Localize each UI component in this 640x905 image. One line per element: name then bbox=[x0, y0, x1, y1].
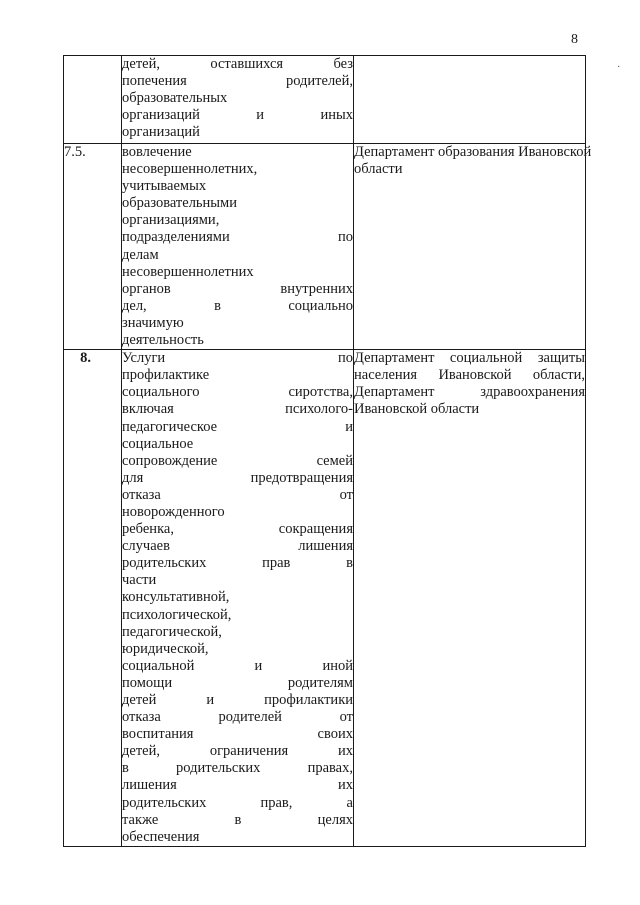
text-line: помощи родителям bbox=[122, 674, 353, 691]
text-line: части bbox=[122, 572, 157, 589]
text-line: населения Ивановской области, bbox=[354, 367, 585, 384]
text-line: Департамент здравоохранения bbox=[354, 384, 585, 401]
text-line: детей, оставшихся без bbox=[122, 56, 353, 72]
text-line: Ивановской области bbox=[354, 401, 480, 418]
text-line: педагогической, bbox=[122, 623, 222, 640]
text-line: попечения родителей, bbox=[122, 73, 353, 90]
text-line: лишения их bbox=[122, 777, 353, 794]
text-line: дел, в социально bbox=[122, 297, 353, 314]
description-cell bbox=[122, 56, 354, 144]
item-number-cell bbox=[64, 350, 122, 847]
measures-table bbox=[63, 55, 592, 847]
text-line: организаций bbox=[122, 124, 200, 141]
text-line: Департамент образования Ивановской bbox=[354, 144, 592, 160]
text-line: области bbox=[354, 161, 403, 178]
department-cell bbox=[354, 56, 586, 144]
text-line: детей и профилактики bbox=[122, 692, 353, 708]
text-line: учитываемых bbox=[122, 178, 207, 195]
item-number: 8. bbox=[80, 350, 91, 367]
text-line: родительских прав, а bbox=[122, 794, 353, 811]
text-line: детей, ограничения их bbox=[122, 743, 353, 760]
text-line: организациями, bbox=[122, 212, 220, 229]
text-line: образовательных bbox=[122, 90, 228, 107]
text-line: воспитания своих bbox=[122, 726, 353, 743]
text-line: значимую bbox=[122, 314, 184, 331]
text-line: новорожденного bbox=[122, 503, 225, 520]
department-cell bbox=[354, 144, 592, 350]
table-row bbox=[64, 56, 586, 144]
text-line: профилактике bbox=[122, 367, 210, 384]
item-number-cell bbox=[64, 144, 122, 350]
text-line: органов внутренних bbox=[122, 280, 353, 297]
text-line: несовершеннолетних bbox=[122, 263, 254, 280]
text-line: социальной и иной bbox=[122, 657, 353, 674]
text-line: в родительских правах, bbox=[122, 760, 353, 777]
text-line: организаций и иных bbox=[122, 107, 353, 124]
text-line: юридической, bbox=[122, 640, 209, 657]
text-line: подразделениями по bbox=[122, 229, 353, 246]
text-line: Услуги по bbox=[122, 350, 353, 367]
text-line: отказа от bbox=[122, 486, 353, 503]
department-cell bbox=[354, 350, 586, 847]
item-number-cell bbox=[64, 56, 122, 144]
text-line: несовершеннолетних, bbox=[122, 161, 258, 178]
text-line: вовлечение bbox=[122, 144, 192, 160]
text-line: педагогическое и bbox=[122, 418, 353, 435]
text-line: делам bbox=[122, 246, 159, 263]
text-line: обеспечения bbox=[122, 828, 200, 845]
text-line: образовательными bbox=[122, 195, 237, 212]
text-line: психологической, bbox=[122, 606, 232, 623]
text-line: социального сиротства, bbox=[122, 384, 353, 401]
text-line: отказа родителей от bbox=[122, 709, 353, 726]
text-line: родительских прав в bbox=[122, 555, 353, 572]
text-line: ребенка, сокращения bbox=[122, 521, 353, 538]
text-line: консультативной, bbox=[122, 589, 230, 606]
text-line: Департамент социальной защиты bbox=[354, 350, 585, 367]
description-cell bbox=[122, 144, 354, 350]
text-line: деятельность bbox=[122, 332, 204, 349]
table-row bbox=[64, 350, 586, 847]
text-line: социальное bbox=[122, 435, 194, 452]
table-row bbox=[64, 144, 586, 350]
text-line: сопровождение семей bbox=[122, 452, 353, 469]
margin-mark: · bbox=[617, 62, 621, 73]
text-line: для предотвращения bbox=[122, 469, 353, 486]
text-line: также в целях bbox=[122, 811, 353, 828]
text-line: включая психолого- bbox=[122, 401, 353, 418]
description-cell bbox=[122, 350, 354, 847]
item-number: 7.5. bbox=[64, 144, 86, 160]
text-line: случаев лишения bbox=[122, 538, 353, 555]
page-number: 8 bbox=[571, 32, 578, 47]
